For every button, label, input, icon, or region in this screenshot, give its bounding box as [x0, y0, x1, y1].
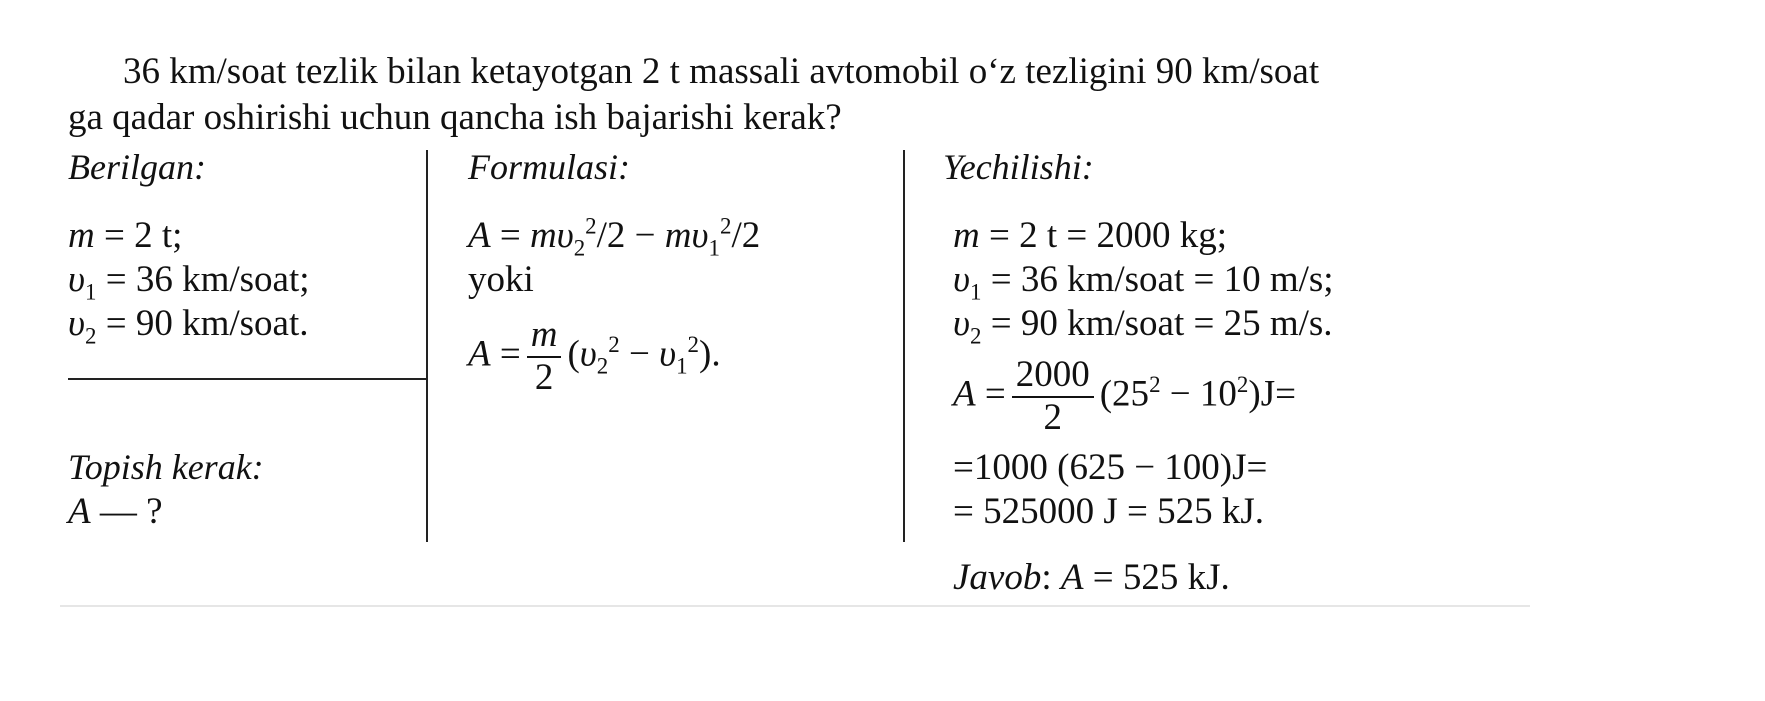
subscript: 2	[596, 353, 609, 379]
symbol-A: A	[468, 215, 491, 256]
subscript: 1	[969, 279, 982, 305]
superscript: 2	[719, 213, 732, 239]
formula-yoki: yoki	[468, 259, 534, 300]
problem-line-2: ga qadar oshirishi uchun qancha ish bajarishi kerak?	[68, 97, 842, 138]
subscript: 1	[84, 279, 97, 305]
superscript: 2	[687, 332, 700, 357]
given-v1-value: = 36 km/soat;	[96, 259, 310, 300]
fraction-numerator: m	[527, 316, 562, 358]
divider-given-find	[68, 378, 426, 380]
find-question: — ?	[90, 491, 163, 532]
fraction-numerator: 2000	[1012, 356, 1094, 398]
symbol-A: A	[1060, 557, 1084, 598]
bottom-rule	[60, 605, 1530, 607]
solution-mass-value: = 2 t = 2000 kg;	[979, 215, 1228, 256]
solution-work-calc	[953, 356, 1296, 438]
superscript: 2	[1236, 372, 1249, 397]
solution-step-5: =1000 (625 − 100)J=	[953, 447, 1268, 488]
given-mass	[68, 214, 182, 258]
problem-line-1: 36 km/soat tezlik bilan ketayotgan 2 t massali avtomobil o‘z tezligini 90 km/soat	[123, 51, 1320, 92]
solution-v1	[953, 258, 1334, 305]
symbol-v: υ	[691, 215, 709, 256]
solution-answer	[953, 556, 1230, 600]
solution-v1-value: = 36 km/soat = 10 m/s;	[981, 259, 1334, 300]
subscript: 2	[969, 323, 982, 349]
symbol-v: υ	[579, 333, 597, 375]
answer-label: Javob	[953, 557, 1042, 598]
symbol-v: υ	[68, 259, 85, 300]
symbol-v: υ	[953, 303, 970, 344]
answer-value: = 525 kJ.	[1083, 557, 1230, 598]
divider-formula-solution	[903, 150, 905, 542]
formula-work-energy	[468, 213, 761, 261]
fraction-2000-over-2	[1012, 356, 1094, 438]
symbol-m: m	[953, 215, 980, 256]
symbol-v: υ	[556, 215, 574, 256]
given-heading: Berilgan:	[68, 147, 206, 187]
equals: =	[490, 215, 530, 256]
find-unknown	[68, 490, 163, 534]
solution-v2	[953, 302, 1333, 349]
formula-end: /2	[731, 215, 761, 256]
symbol-v: υ	[68, 303, 85, 344]
given-v1	[68, 258, 310, 305]
symbol-m: m	[529, 215, 557, 256]
given-mass-value: = 2 t;	[94, 215, 183, 256]
solution-v2-value: = 90 km/soat = 25 m/s.	[981, 303, 1333, 344]
fraction-denominator: 2	[534, 356, 554, 398]
symbol-A: A	[68, 491, 91, 532]
symbol-m: m	[68, 215, 95, 256]
minus: −	[619, 333, 660, 375]
subscript: 2	[84, 323, 97, 349]
symbol-A: A	[468, 333, 491, 375]
superscript: 2	[608, 332, 620, 357]
formula-factored	[468, 316, 721, 398]
solution-heading: Yechilishi:	[943, 147, 1094, 187]
given-v2	[68, 302, 309, 349]
calc-part-1: (25	[1099, 373, 1150, 415]
divider-given-formula	[426, 150, 428, 542]
superscript: 2	[585, 213, 597, 239]
given-v2-value: = 90 km/soat.	[96, 303, 309, 344]
symbol-v: υ	[659, 333, 677, 375]
subscript: 1	[708, 235, 720, 261]
paren-open: (	[567, 333, 580, 375]
calc-part-2: − 10	[1160, 373, 1237, 415]
solution-step-6: = 525000 J = 525 kJ.	[953, 491, 1265, 532]
symbol-v: υ	[953, 259, 970, 300]
fraction-m-over-2	[527, 316, 562, 398]
formula-heading: Formulasi:	[468, 147, 630, 187]
equals: =	[975, 373, 1006, 415]
superscript: 2	[1149, 372, 1161, 397]
subscript: 1	[676, 353, 688, 379]
subscript: 2	[573, 235, 586, 261]
equals: =	[490, 333, 521, 375]
paren-close: ).	[699, 333, 721, 375]
fraction-denominator: 2	[1043, 396, 1062, 438]
solution-mass	[953, 214, 1227, 258]
find-heading: Topish kerak:	[68, 447, 264, 487]
answer-colon: :	[1041, 557, 1061, 598]
formula-mid: /2 −	[596, 215, 665, 256]
symbol-A: A	[953, 373, 976, 415]
symbol-m: m	[664, 215, 692, 256]
calc-part-3: )J=	[1248, 373, 1296, 415]
